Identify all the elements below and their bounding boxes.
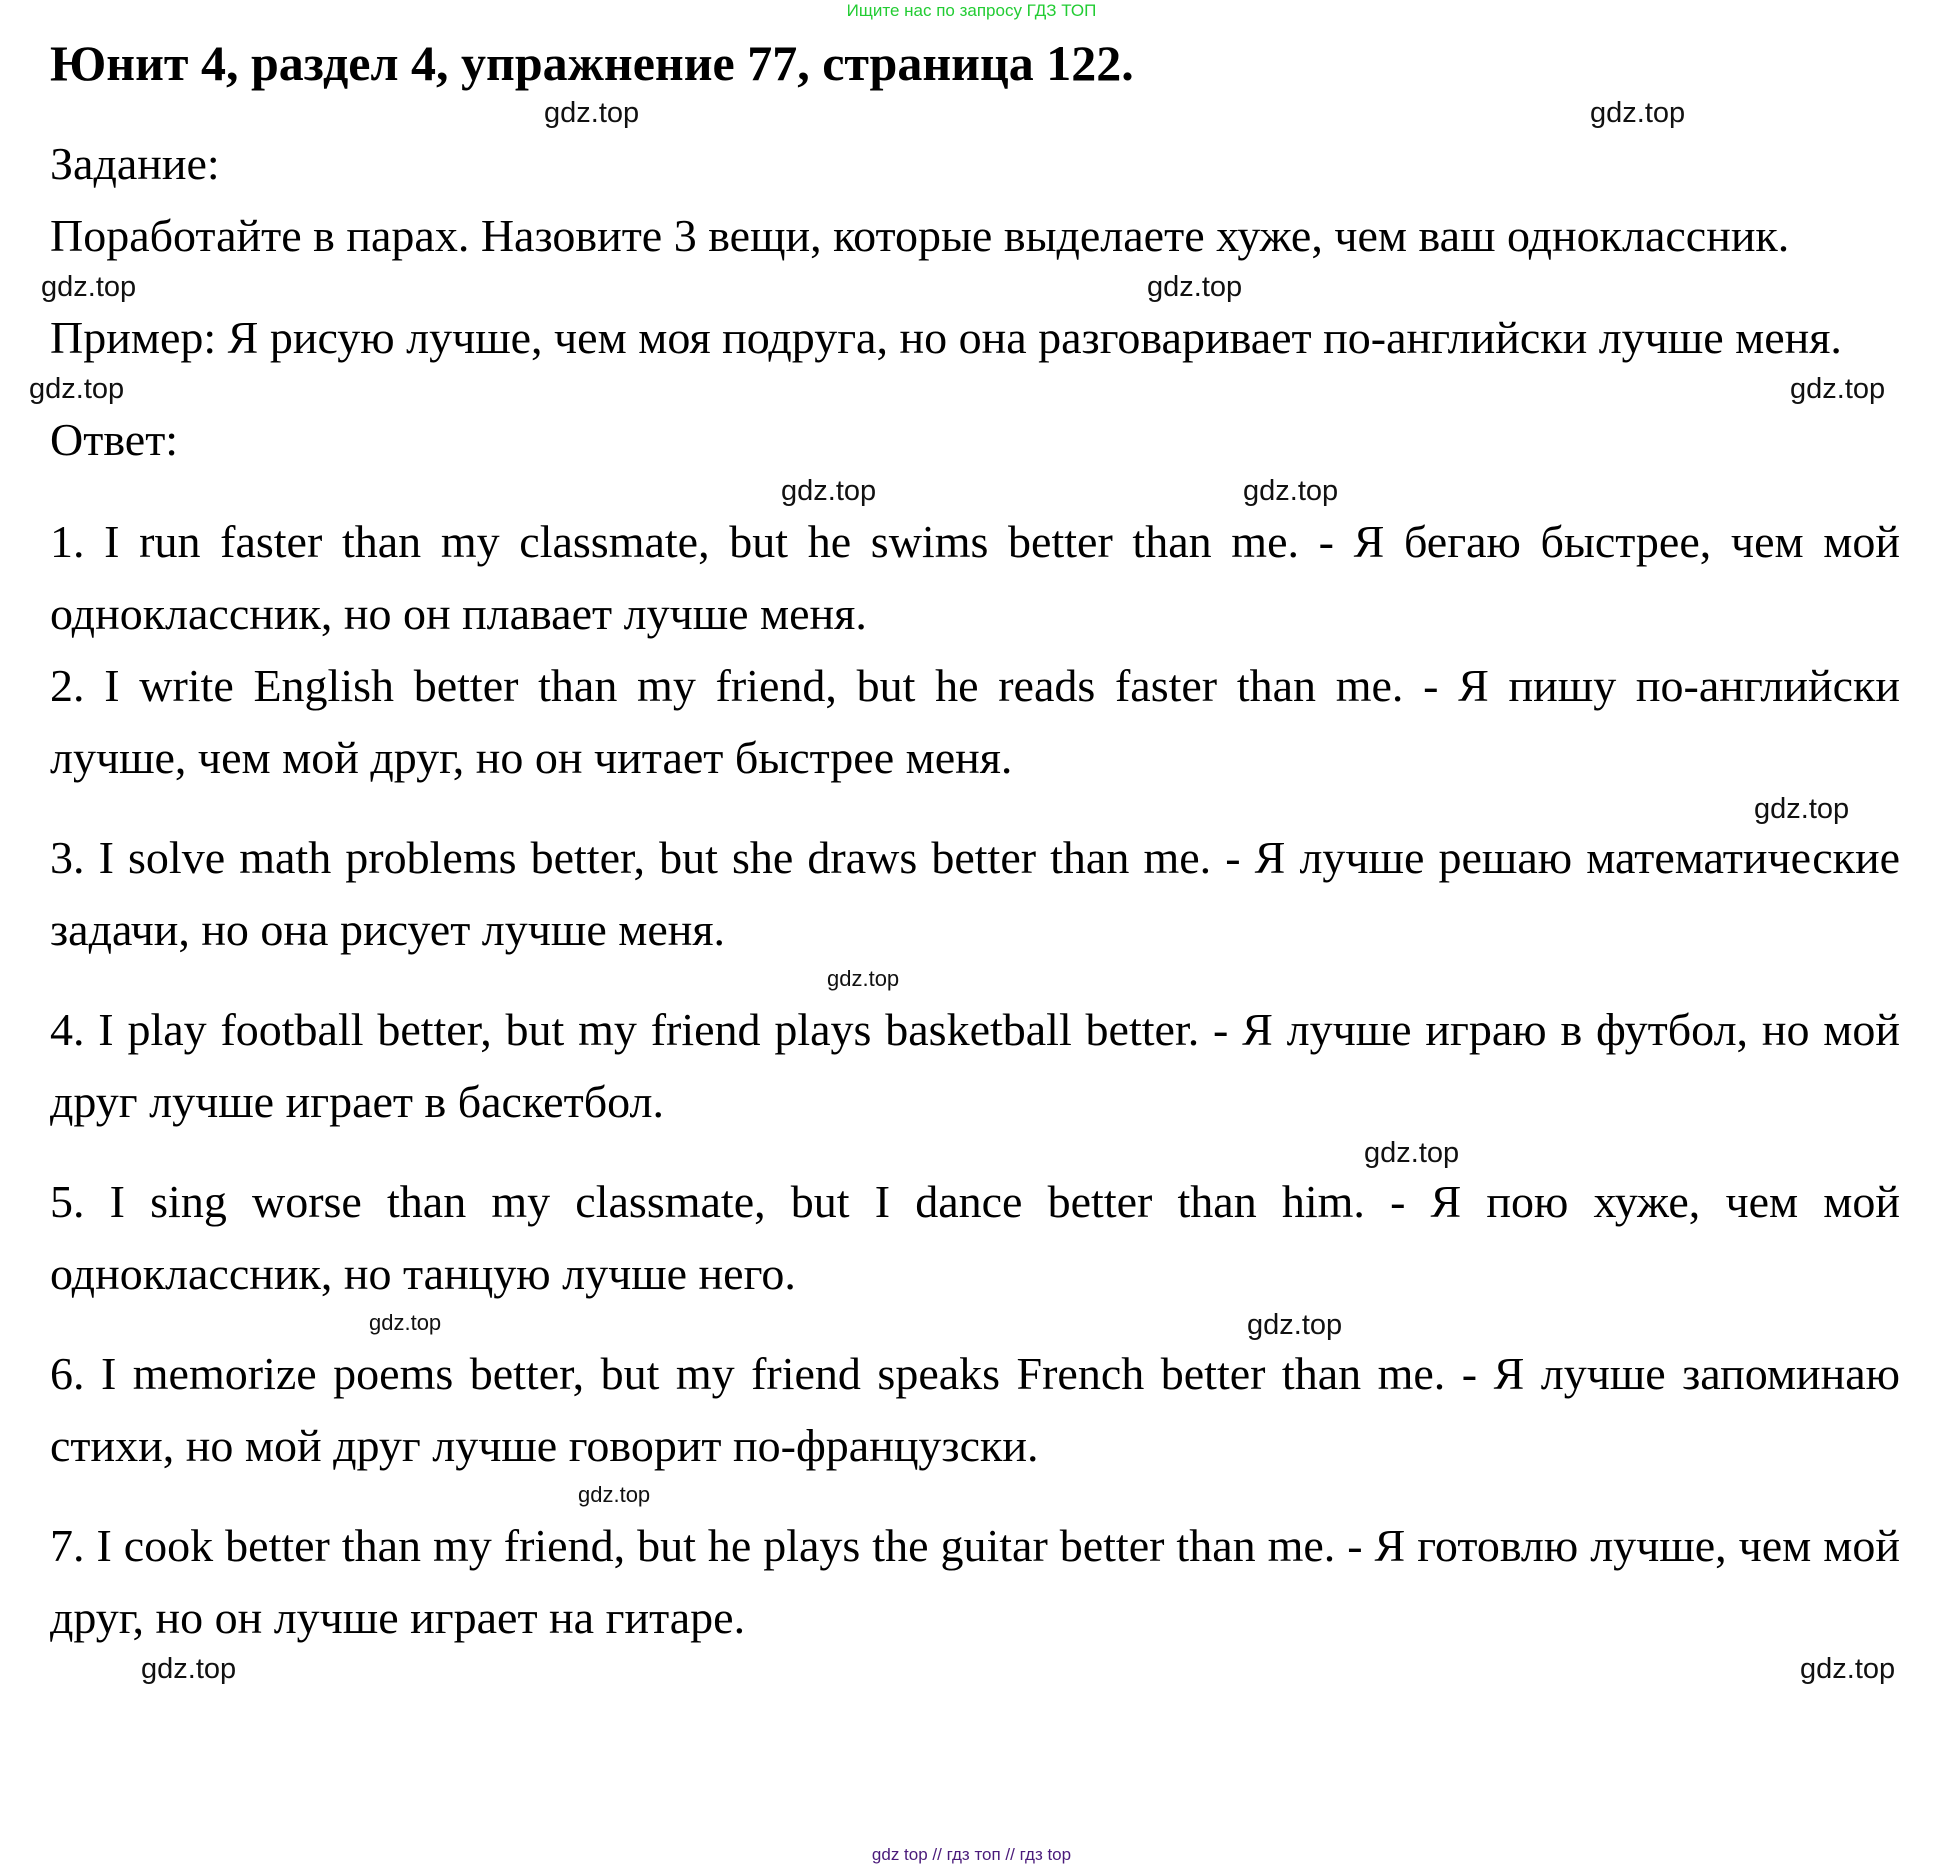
watermark: gdz.top	[1590, 97, 1686, 129]
answer-item: 5. I sing worse than my classmate, but I dance better than him. - Я пою хуже, чем мой одноклассник, но танцую лучше него.	[50, 1176, 1900, 1299]
watermark: gdz.top	[1243, 475, 1339, 507]
watermark: gdz.top	[1147, 271, 1243, 303]
answer-item: 4. I play football better, but my friend plays basketball better. - Я лучше играю в футбол, но мой друг лучше играет в баскетбол.	[50, 1004, 1900, 1127]
answer-item: 7. I cook better than my friend, but he plays the guitar better than me. - Я готовлю лучше, чем мой друг, но он лучше играет на гитаре.	[50, 1520, 1900, 1643]
top-banner[interactable]: Ищите нас по запросу ГДЗ ТОП	[846, 1, 1097, 20]
answer-label: Ответ:	[50, 414, 179, 465]
watermark: gdz.top	[827, 966, 900, 991]
task-label: Задание:	[50, 138, 220, 189]
watermark: gdz.top	[1364, 1137, 1460, 1169]
watermark: gdz.top	[369, 1310, 442, 1335]
watermark: gdz.top	[544, 97, 640, 129]
watermark: gdz.top	[41, 271, 137, 303]
watermark: gdz.top	[141, 1653, 237, 1685]
watermark: gdz.top	[1790, 373, 1886, 405]
watermark: gdz.top	[1247, 1309, 1343, 1341]
answer-item: 1. I run faster than my classmate, but he swims better than me. - Я бегаю быстрее, чем мой одноклассник, но он плавает лучше меня.	[50, 516, 1900, 639]
watermark: gdz.top	[781, 475, 877, 507]
answer-item: 2. I write English better than my friend, but he reads faster than me. - Я пишу по-английски лучше, чем мой друг, но он читает быстрее меня.	[50, 660, 1900, 783]
watermark: gdz.top	[29, 373, 125, 405]
watermark: gdz.top	[578, 1482, 651, 1507]
watermark: gdz.top	[1800, 1653, 1896, 1685]
example-text: Пример: Я рисую лучше, чем моя подруга, но она разговаривает по-английски лучше меня.	[50, 312, 1842, 363]
document-content	[29, 28, 1900, 1685]
watermark: gdz.top	[1754, 793, 1850, 825]
answer-item: 3. I solve math problems better, but she draws better than me. - Я лучше решаю математические задачи, но она рисует лучше меня.	[50, 832, 1900, 955]
answer-item: 6. I memorize poems better, but my friend speaks French better than me. - Я лучше запоминаю стихи, но мой друг лучше говорит по-французски.	[50, 1348, 1900, 1471]
bottom-banner[interactable]: gdz top // гдз топ // гдз top	[871, 1845, 1072, 1864]
page-title: Юнит 4, раздел 4, упражнение 77, страница 122.	[50, 35, 1134, 91]
task-text: Поработайте в парах. Назовите 3 вещи, которые выделаете хуже, чем ваш одноклассник.	[50, 210, 1790, 261]
